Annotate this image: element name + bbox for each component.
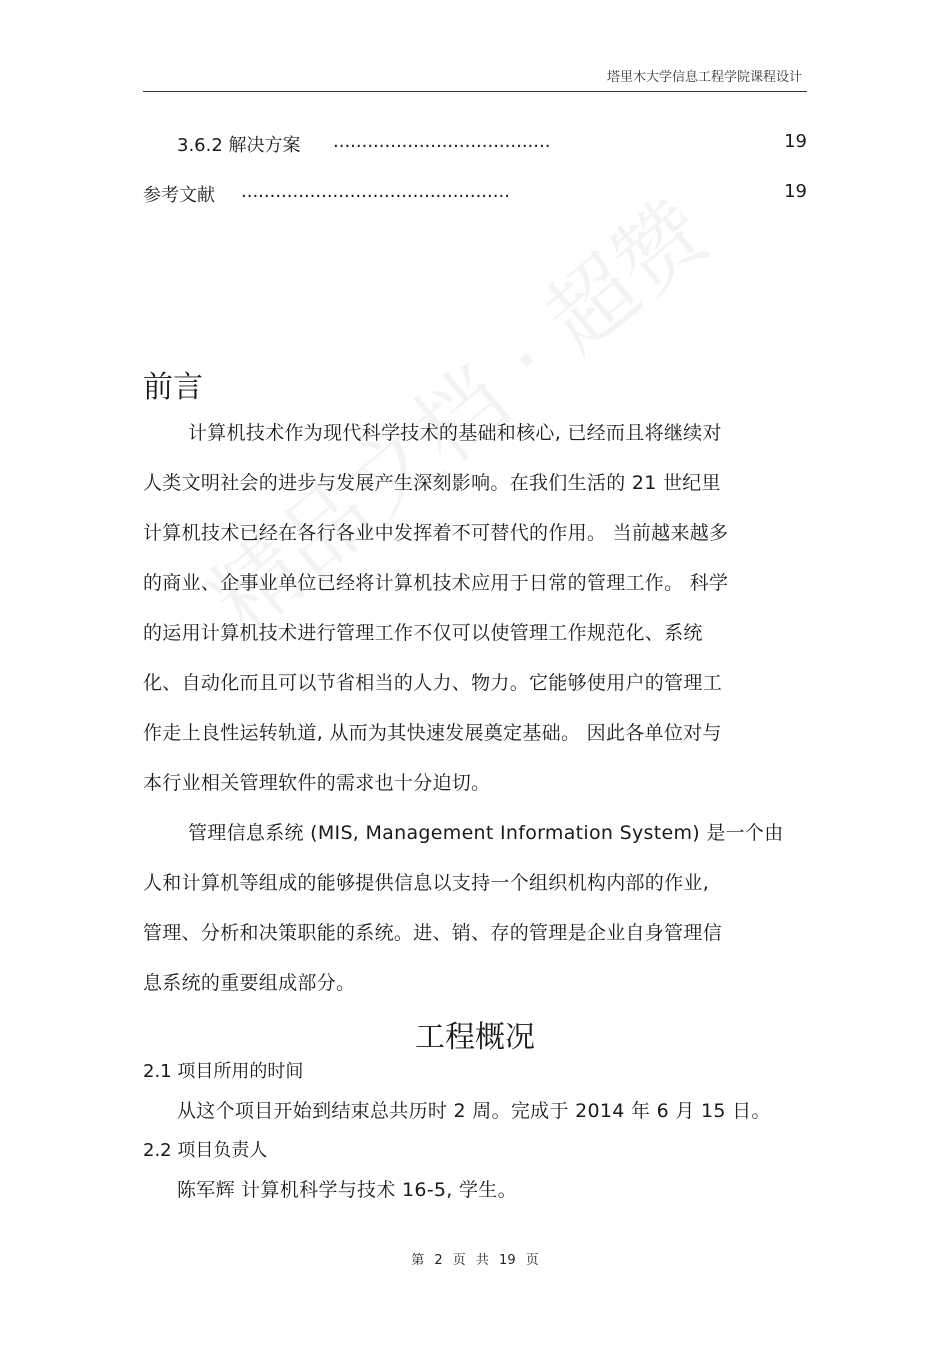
toc-leader-dots: ............................................... (241, 181, 510, 202)
paragraph-line: 化、自动化而且可以节省相当的人力、物力。它能够使用户的管理工 (143, 672, 723, 694)
paragraph-line: 计算机技术作为现代科学技术的基础和核心, 已经而且将继续对 (188, 422, 722, 444)
paragraph-line: 计算机技术已经在各行各业中发挥着不可替代的作用。 当前越来越多 (143, 522, 729, 544)
preface-heading: 前言 (143, 370, 203, 405)
paragraph-line: 管理、分析和决策职能的系统。进、销、存的管理是企业自身管理信 (143, 922, 723, 944)
section-title: 2.2 项目负责人 (143, 1140, 268, 1161)
toc-entry-title: 3.6.2 解决方案 (177, 135, 301, 156)
toc-leader-dots: ...................................... (333, 131, 551, 152)
section-text: 陈军辉 计算机科学与技术 16-5, 学生。 (177, 1179, 517, 1201)
paragraph-line: 管理信息系统 (MIS, Management Information System) 是一个由 (188, 822, 784, 844)
header-rule (143, 91, 807, 92)
section-text: 从这个项目开始到结束总共历时 2 周。完成于 2014 年 6 月 15 日。 (177, 1100, 771, 1122)
page-number-footer: 第 2 页 共 19 页 (411, 1253, 539, 1268)
toc-entry-page: 19 (784, 181, 807, 202)
toc-entry-solution[interactable] (143, 131, 807, 155)
paragraph-line: 人和计算机等组成的能够提供信息以支持一个组织机构内部的作业, (143, 872, 710, 894)
paragraph-line: 本行业相关管理软件的需求也十分迫切。 (143, 772, 491, 794)
paragraph-line: 的运用计算机技术进行管理工作不仅可以使管理工作规范化、系统 (143, 622, 703, 644)
toc-entry-title: 参考文献 (143, 185, 215, 206)
paragraph-line: 人类文明社会的进步与发展产生深刻影响。在我们生活的 21 世纪里 (143, 472, 721, 494)
paragraph-line: 的商业、企事业单位已经将计算机技术应用于日常的管理工作。 科学 (143, 572, 729, 594)
section-title: 2.1 项目所用的时间 (143, 1061, 304, 1082)
running-header: 塔里木大学信息工程学院课程设计 (606, 70, 802, 85)
paragraph-line: 作走上良性运转轨道, 从而为其快速发展奠定基础。 因此各单位对与 (143, 722, 722, 744)
toc-entry-page: 19 (784, 131, 807, 152)
toc-entry-references[interactable] (143, 181, 807, 205)
paragraph-line: 息系统的重要组成部分。 (143, 972, 356, 994)
overview-heading: 工程概况 (415, 1020, 535, 1055)
